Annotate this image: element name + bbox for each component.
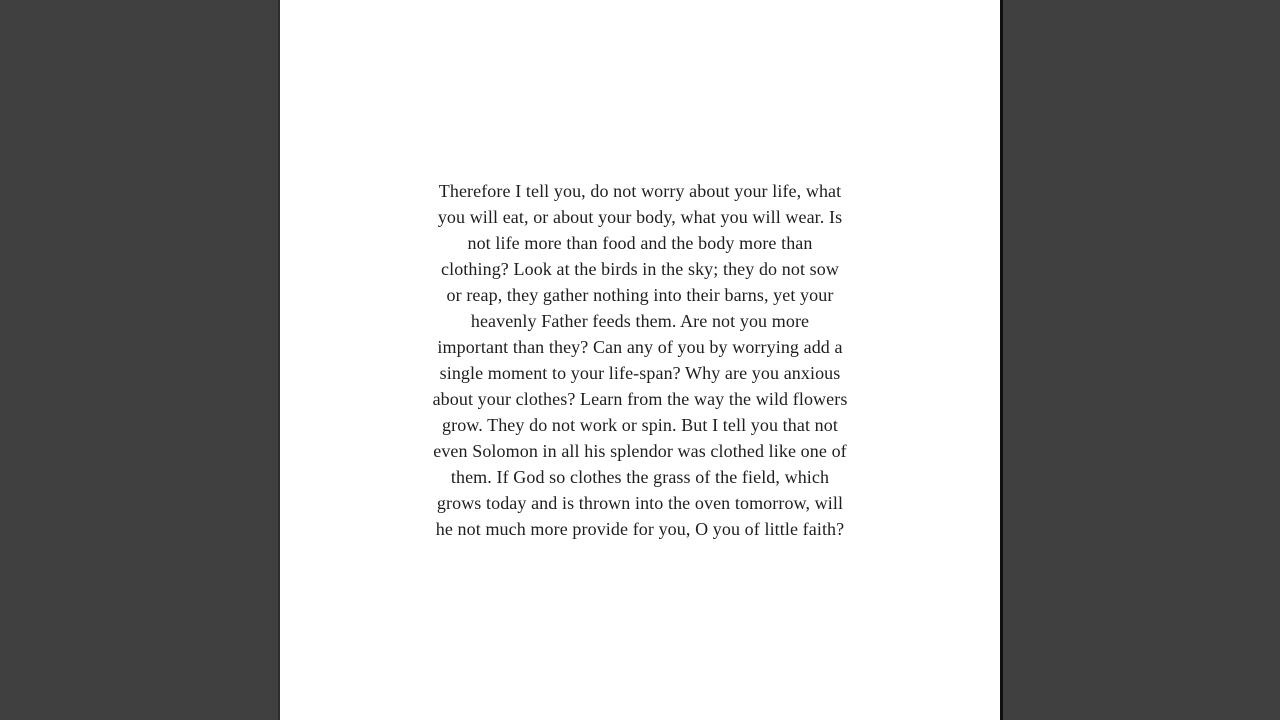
verse-line: even Solomon in all his splendor was clothed like one of: [433, 441, 847, 461]
verse-line: important than they? Can any of you by worrying add a: [437, 337, 843, 357]
right-pillarbox-bar: [1003, 0, 1280, 720]
verse-line: clothing? Look at the birds in the sky; they do not sow: [441, 259, 839, 279]
verse-line: he not much more provide for you, O you of little faith?: [435, 519, 845, 539]
verse-line: about your clothes? Learn from the way the wild flowers: [432, 389, 848, 409]
verse-line: single moment to your life-span? Why are you anxious: [439, 363, 841, 383]
left-pillarbox-bar: [0, 0, 278, 720]
video-content-square: [280, 0, 1000, 720]
verse-line: grows today and is thrown into the oven tomorrow, will: [436, 493, 844, 513]
verse-line: them. If God so clothes the grass of the field, which: [450, 467, 830, 487]
right-frame-edge-line: [1000, 0, 1003, 720]
verse-line: grow. They do not work or spin. But I tell you that not: [442, 415, 838, 435]
verse-line: you will eat, or about your body, what you will wear. Is: [437, 207, 843, 227]
verse-line: Therefore I tell you, do not worry about your life, what: [438, 181, 842, 201]
verse-line: or reap, they gather nothing into their barns, yet your: [446, 285, 834, 305]
verse-line: heavenly Father feeds them. Are not you more: [470, 311, 810, 331]
verse-line: not life more than food and the body more than: [467, 233, 813, 253]
verse-text: [390, 178, 890, 542]
